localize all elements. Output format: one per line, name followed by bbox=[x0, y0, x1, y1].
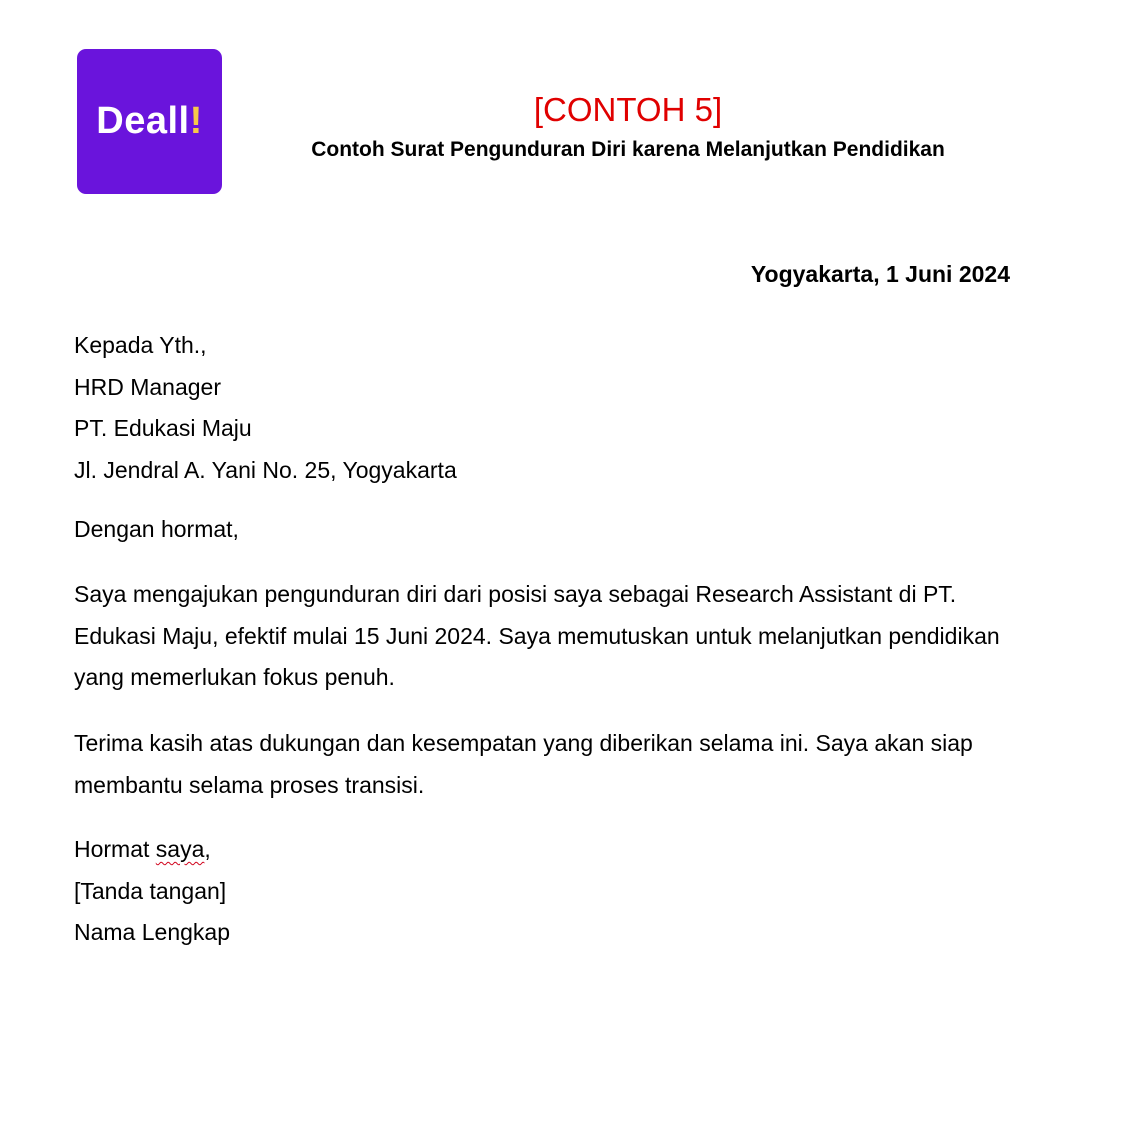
recipient-line-position: HRD Manager bbox=[74, 373, 221, 400]
page-subtitle: Contoh Surat Pengunduran Diri karena Melanjutkan Pendidikan bbox=[311, 138, 945, 161]
spellcheck-word: saya bbox=[155, 836, 205, 862]
recipient-line-street: Jl. Jendral A. Yani No. 25, Yogyakarta bbox=[74, 456, 457, 483]
recipient-line-greeting: Kepada Yth., bbox=[74, 332, 207, 358]
logo-exclamation: ! bbox=[189, 100, 203, 142]
closing-block bbox=[74, 829, 230, 954]
body-paragraph-thanks: Terima kasih atas dukungan dan kesempatan yang diberikan selama ini. Saya akan siap membantu selama proses transisi. bbox=[74, 730, 973, 798]
recipient-address bbox=[74, 325, 457, 491]
body-paragraph-resignation: Saya mengajukan pengunduran diri dari posisi saya sebagai Research Assistant di PT. Edukasi Maju, efektif mulai 15 Juni 2024. Saya memutuskan untuk melanjutkan pendidikan yang memerlukan fokus penuh. bbox=[74, 581, 1000, 690]
salutation: Dengan hormat, bbox=[74, 516, 239, 542]
signer-name: Nama Lengkap bbox=[74, 919, 230, 945]
letter-date: Yogyakarta, 1 Juni 2024 bbox=[750, 261, 1010, 287]
signature-placeholder: [Tanda tangan] bbox=[74, 877, 227, 904]
closing-greeting: Hormat saya, bbox=[74, 836, 211, 862]
recipient-line-company: PT. Edukasi Maju bbox=[74, 415, 252, 441]
logo-text: Deall! bbox=[96, 100, 203, 142]
page-title: [CONTOH 5] bbox=[533, 91, 723, 128]
deall-logo bbox=[77, 49, 222, 194]
